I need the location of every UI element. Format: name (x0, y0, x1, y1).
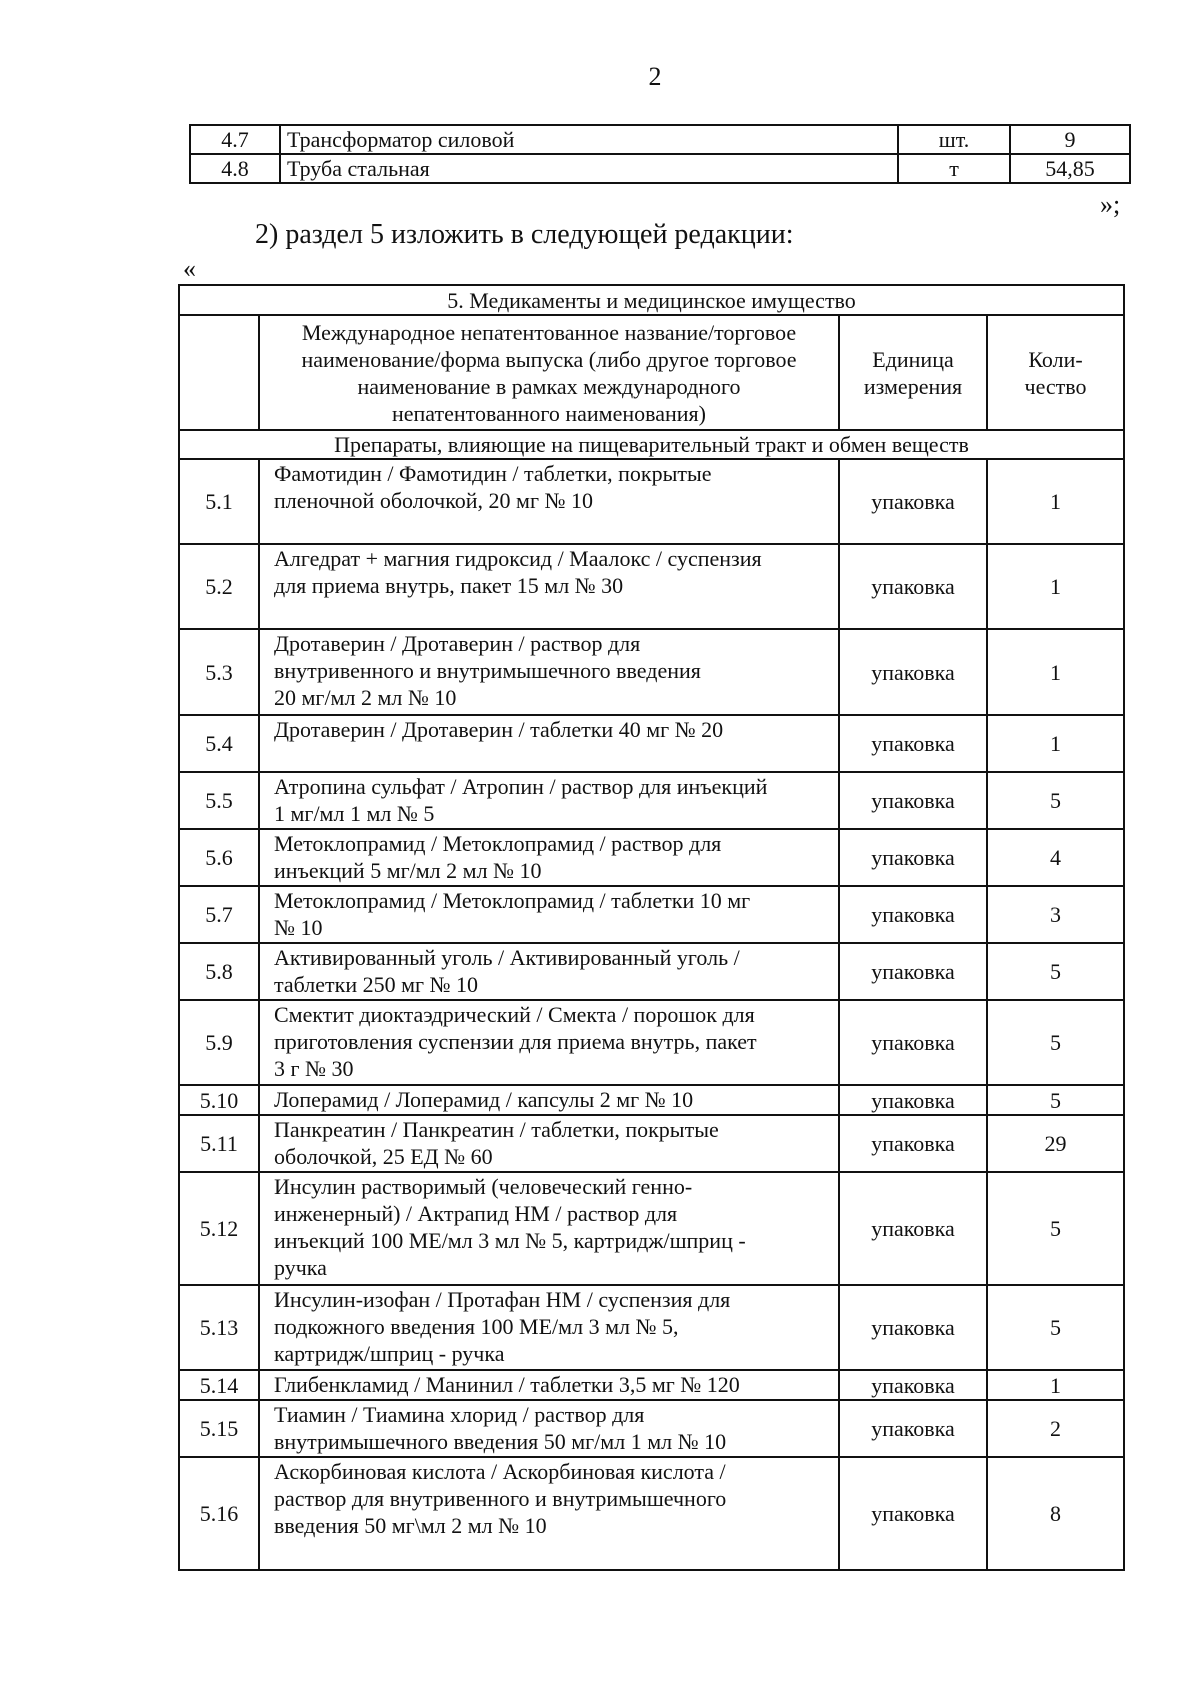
medication-unit: упаковка (839, 544, 987, 629)
table-row (179, 1000, 1124, 1085)
row-number: 5.15 (179, 1400, 259, 1457)
medication-quantity: 1 (987, 544, 1124, 629)
page-number: 2 (648, 62, 662, 91)
previous-section-table (189, 124, 1131, 184)
item-unit: т (898, 154, 1010, 183)
medication-quantity: 3 (987, 886, 1124, 943)
closing-quote: »; (1100, 190, 1121, 219)
medication-name: Смектит диоктаэдрический / Смекта / порошок для приготовления суспензии для приема внутрь, пакет 3 г № 30 (259, 1000, 839, 1085)
row-number: 5.13 (179, 1285, 259, 1370)
table-row (179, 1285, 1124, 1370)
medication-name: Инсулин растворимый (человеческий генно- инженерный) / Актрапид НМ / раствор для инъекций 100 МЕ/мл 3 мл № 5, картридж/шприц - ручка (259, 1172, 839, 1285)
table-row (179, 544, 1124, 629)
group-title-row (179, 430, 1124, 459)
item-name: Трансформатор силовой (280, 125, 898, 154)
medication-unit: упаковка (839, 459, 987, 544)
row-number: 5.6 (179, 829, 259, 886)
row-number: 4.7 (190, 125, 280, 154)
medication-name: Фамотидин / Фамотидин / таблетки, покрытые пленочной оболочкой, 20 мг № 10 (259, 459, 839, 544)
medication-unit: упаковка (839, 1285, 987, 1370)
section-title: 5. Медикаменты и медицинское имущество (179, 285, 1124, 315)
medication-name: Тиамин / Тиамина хлорид / раствор для внутримышечного введения 50 мг/мл 1 мл № 10 (259, 1400, 839, 1457)
table-row (179, 459, 1124, 544)
medication-name: Глибенкламид / Манинил / таблетки 3,5 мг № 120 (259, 1370, 839, 1400)
medication-quantity: 5 (987, 772, 1124, 829)
medication-name: Метоклопрамид / Метоклопрамид / таблетки 10 мг № 10 (259, 886, 839, 943)
medication-name: Аскорбиновая кислота / Аскорбиновая кислота / раствор для внутривенного и внутримышечного введения 50 мг\мл 2 мл № 10 (259, 1457, 839, 1570)
row-number: 5.5 (179, 772, 259, 829)
row-number: 5.10 (179, 1085, 259, 1115)
medication-unit: упаковка (839, 943, 987, 1000)
row-number: 5.2 (179, 544, 259, 629)
medication-name: Дротаверин / Дротаверин / таблетки 40 мг № 20 (259, 715, 839, 772)
row-number: 5.11 (179, 1115, 259, 1172)
medication-name: Атропина сульфат / Атропин / раствор для инъекций 1 мг/мл 1 мл № 5 (259, 772, 839, 829)
table-row (179, 1115, 1124, 1172)
row-number: 5.12 (179, 1172, 259, 1285)
medication-unit: упаковка (839, 1172, 987, 1285)
medication-unit: упаковка (839, 1000, 987, 1085)
medication-quantity: 5 (987, 1172, 1124, 1285)
medication-quantity: 1 (987, 1370, 1124, 1400)
medication-quantity: 1 (987, 715, 1124, 772)
row-number: 5.16 (179, 1457, 259, 1570)
header-row (179, 315, 1124, 430)
medication-quantity: 1 (987, 459, 1124, 544)
medication-quantity: 29 (987, 1115, 1124, 1172)
amendment-instruction: 2) раздел 5 изложить в следующей редакции: (255, 219, 794, 250)
medication-unit: упаковка (839, 1115, 987, 1172)
group-title: Препараты, влияющие на пищеварительный тракт и обмен веществ (179, 430, 1124, 459)
medication-quantity: 5 (987, 943, 1124, 1000)
table-row (179, 829, 1124, 886)
row-number: 5.8 (179, 943, 259, 1000)
item-quantity: 54,85 (1010, 154, 1130, 183)
table-row (179, 1370, 1124, 1400)
medication-unit: упаковка (839, 629, 987, 715)
medication-quantity: 5 (987, 1000, 1124, 1085)
row-number: 5.4 (179, 715, 259, 772)
table-row (190, 125, 1130, 154)
table-row (179, 629, 1124, 715)
header-name: Международное непатентованное название/торговое наименование/форма выпуска (либо другое торговое наименование в рамках международного непатентованного наименования) (259, 315, 839, 430)
medication-quantity: 5 (987, 1285, 1124, 1370)
medication-name: Активированный уголь / Активированный уголь / таблетки 250 мг № 10 (259, 943, 839, 1000)
medication-name: Дротаверин / Дротаверин / раствор для внутривенного и внутримышечного введения 20 мг/мл 2 мл № 10 (259, 629, 839, 715)
medication-quantity: 5 (987, 1085, 1124, 1115)
medication-unit: упаковка (839, 1370, 987, 1400)
table-row (179, 715, 1124, 772)
table-row (179, 1085, 1124, 1115)
row-number: 4.8 (190, 154, 280, 183)
medication-unit: упаковка (839, 829, 987, 886)
item-name: Труба стальная (280, 154, 898, 183)
opening-quote: « (183, 254, 196, 283)
table-row (179, 1457, 1124, 1570)
medication-name: Панкреатин / Панкреатин / таблетки, покрытые оболочкой, 25 ЕД № 60 (259, 1115, 839, 1172)
table-row (179, 943, 1124, 1000)
medication-name: Алгедрат + магния гидроксид / Маалокс / суспензия для приема внутрь, пакет 15 мл № 30 (259, 544, 839, 629)
medications-table (178, 284, 1125, 1571)
row-number: 5.7 (179, 886, 259, 943)
medication-name: Лоперамид / Лоперамид / капсулы 2 мг № 10 (259, 1085, 839, 1115)
medication-unit: упаковка (839, 772, 987, 829)
item-quantity: 9 (1010, 125, 1130, 154)
row-number: 5.9 (179, 1000, 259, 1085)
row-number: 5.1 (179, 459, 259, 544)
header-quantity: Коли- чество (987, 315, 1124, 430)
header-number-cell (179, 315, 259, 430)
row-number: 5.3 (179, 629, 259, 715)
medication-quantity: 2 (987, 1400, 1124, 1457)
table-row (190, 154, 1130, 183)
medication-name: Метоклопрамид / Метоклопрамид / раствор для инъекций 5 мг/мл 2 мл № 10 (259, 829, 839, 886)
item-unit: шт. (898, 125, 1010, 154)
header-unit: Единица измерения (839, 315, 987, 430)
table-row (179, 1400, 1124, 1457)
table-row (179, 886, 1124, 943)
section-title-row (179, 285, 1124, 315)
medication-quantity: 4 (987, 829, 1124, 886)
medication-unit: упаковка (839, 1457, 987, 1570)
medication-unit: упаковка (839, 715, 987, 772)
medication-unit: упаковка (839, 1085, 987, 1115)
table-row (179, 1172, 1124, 1285)
medication-quantity: 8 (987, 1457, 1124, 1570)
row-number: 5.14 (179, 1370, 259, 1400)
medication-unit: упаковка (839, 1400, 987, 1457)
table-row (179, 772, 1124, 829)
medication-name: Инсулин-изофан / Протафан НМ / суспензия для подкожного введения 100 МЕ/мл 3 мл № 5, картридж/шприц - ручка (259, 1285, 839, 1370)
medication-quantity: 1 (987, 629, 1124, 715)
medication-unit: упаковка (839, 886, 987, 943)
